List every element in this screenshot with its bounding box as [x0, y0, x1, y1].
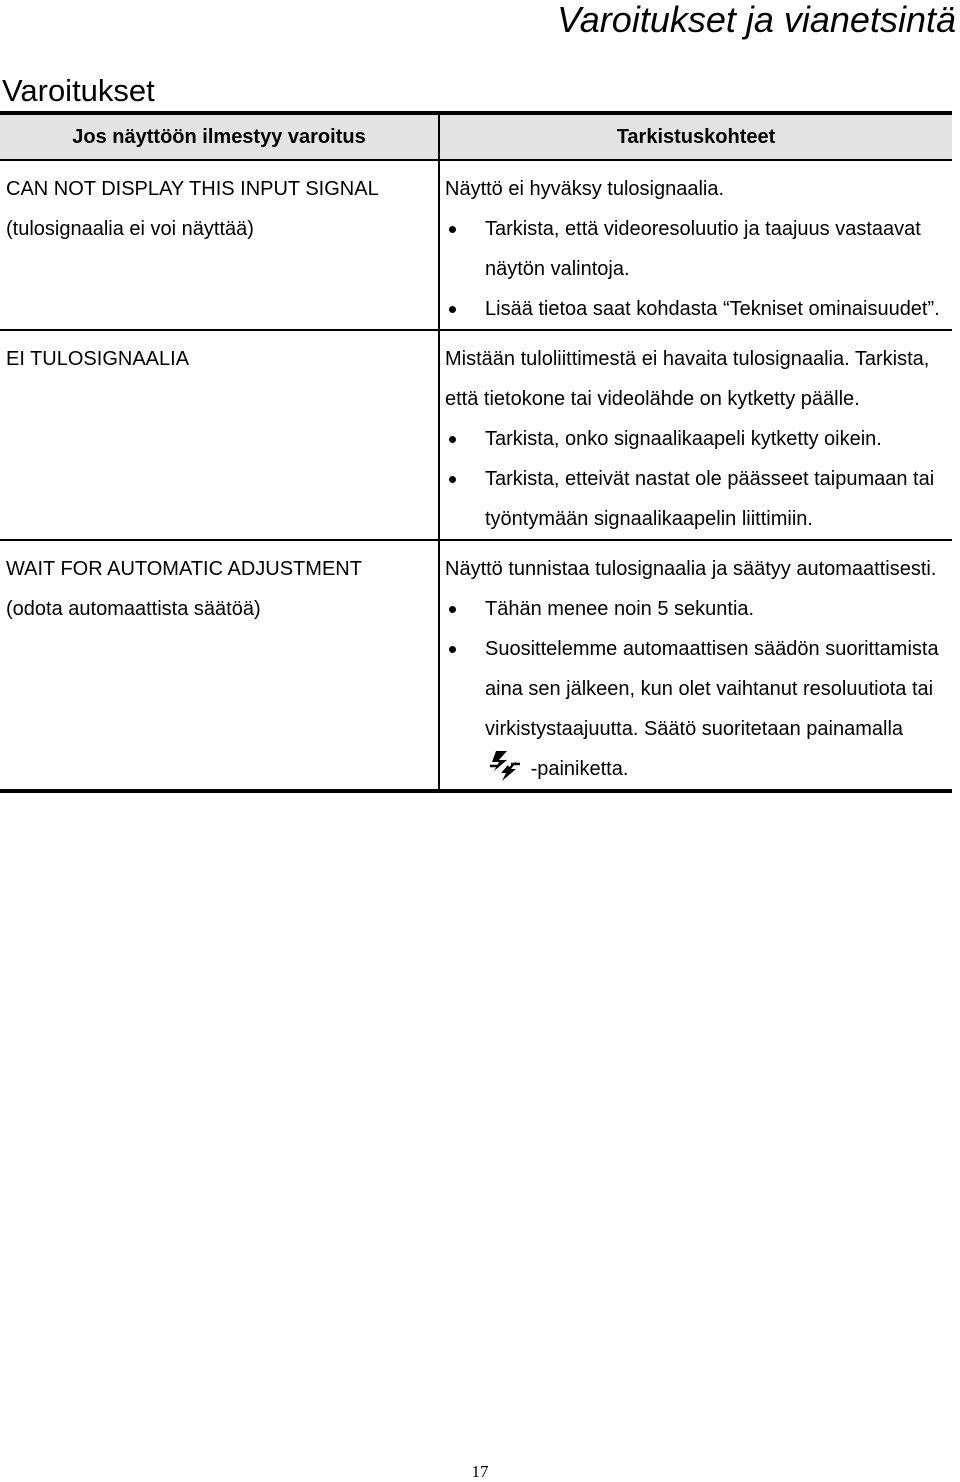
table-row	[0, 330, 952, 540]
page-number: 17	[471, 1462, 489, 1481]
list-item-text: Tarkista, että videoresoluutio ja taajuus vastaavat näytön valintoja.	[485, 218, 921, 280]
bullet-icon	[449, 476, 456, 483]
list-item	[445, 209, 952, 289]
check-intro: Näyttö ei hyväksy tulosignaalia.	[445, 178, 725, 200]
bullet-icon	[449, 226, 456, 233]
bullet-icon	[449, 306, 456, 313]
list-item-text: Tähän menee noin 5 sekuntia.	[485, 598, 755, 620]
list-item	[445, 459, 952, 539]
bullet-icon	[449, 606, 456, 613]
warnings-table	[0, 111, 952, 793]
check-list	[445, 419, 952, 539]
warning-message: CAN NOT DISPLAY THIS INPUT SIGNAL	[6, 178, 379, 200]
bullet-icon	[449, 436, 456, 443]
header-warning: Jos näyttöön ilmestyy varoitus	[0, 113, 439, 160]
table-header-row	[0, 113, 952, 160]
warning-cell	[0, 540, 439, 791]
list-item	[445, 589, 952, 629]
check-list	[445, 209, 952, 329]
check-list	[445, 589, 952, 789]
table-row	[0, 540, 952, 791]
check-cell	[439, 330, 952, 540]
warning-translation: (tulosignaalia ei voi näyttää)	[6, 218, 254, 240]
check-intro: Näyttö tunnistaa tulosignaalia ja säätyy automaattisesti.	[445, 558, 937, 580]
page-title: Varoitukset ja vianetsintä	[557, 0, 956, 40]
list-item-text: Suosittelemme automaattisen säädön suorittamista aina sen jälkeen, kun olet vaihtanut resoluutiota tai virkistystaajuutta. Säätö suoritetaan painamalla	[485, 638, 939, 740]
warning-message: EI TULOSIGNAALIA	[6, 348, 190, 370]
list-item-text: Tarkista, etteivät nastat ole päässeet taipumaan tai työntymään signaalikaapelin liittimiin.	[485, 468, 935, 530]
bullet-icon	[449, 646, 456, 653]
list-item-text: Lisää tietoa saat kohdasta “Tekniset ominaisuudet”.	[485, 298, 940, 320]
list-item	[445, 629, 952, 789]
check-cell	[439, 540, 952, 791]
header-check-items: Tarkistuskohteet	[439, 113, 952, 160]
list-item	[445, 289, 952, 329]
warning-cell	[0, 330, 439, 540]
auto-adjust-icon	[487, 749, 521, 783]
check-cell	[439, 160, 952, 330]
warning-cell	[0, 160, 439, 330]
section-heading: Varoitukset	[2, 73, 155, 108]
check-intro: Mistään tuloliittimestä ei havaita tulosignaalia. Tarkista, että tietokone tai videolähde on kytketty päälle.	[445, 348, 930, 410]
list-item-suffix: -painiketta.	[530, 758, 629, 780]
list-item	[445, 419, 952, 459]
table-row	[0, 160, 952, 330]
list-item-text: Tarkista, onko signaalikaapeli kytketty oikein.	[485, 428, 882, 450]
warning-message: WAIT FOR AUTOMATIC ADJUSTMENT	[6, 558, 362, 580]
warning-translation: (odota automaattista säätöä)	[6, 598, 261, 620]
